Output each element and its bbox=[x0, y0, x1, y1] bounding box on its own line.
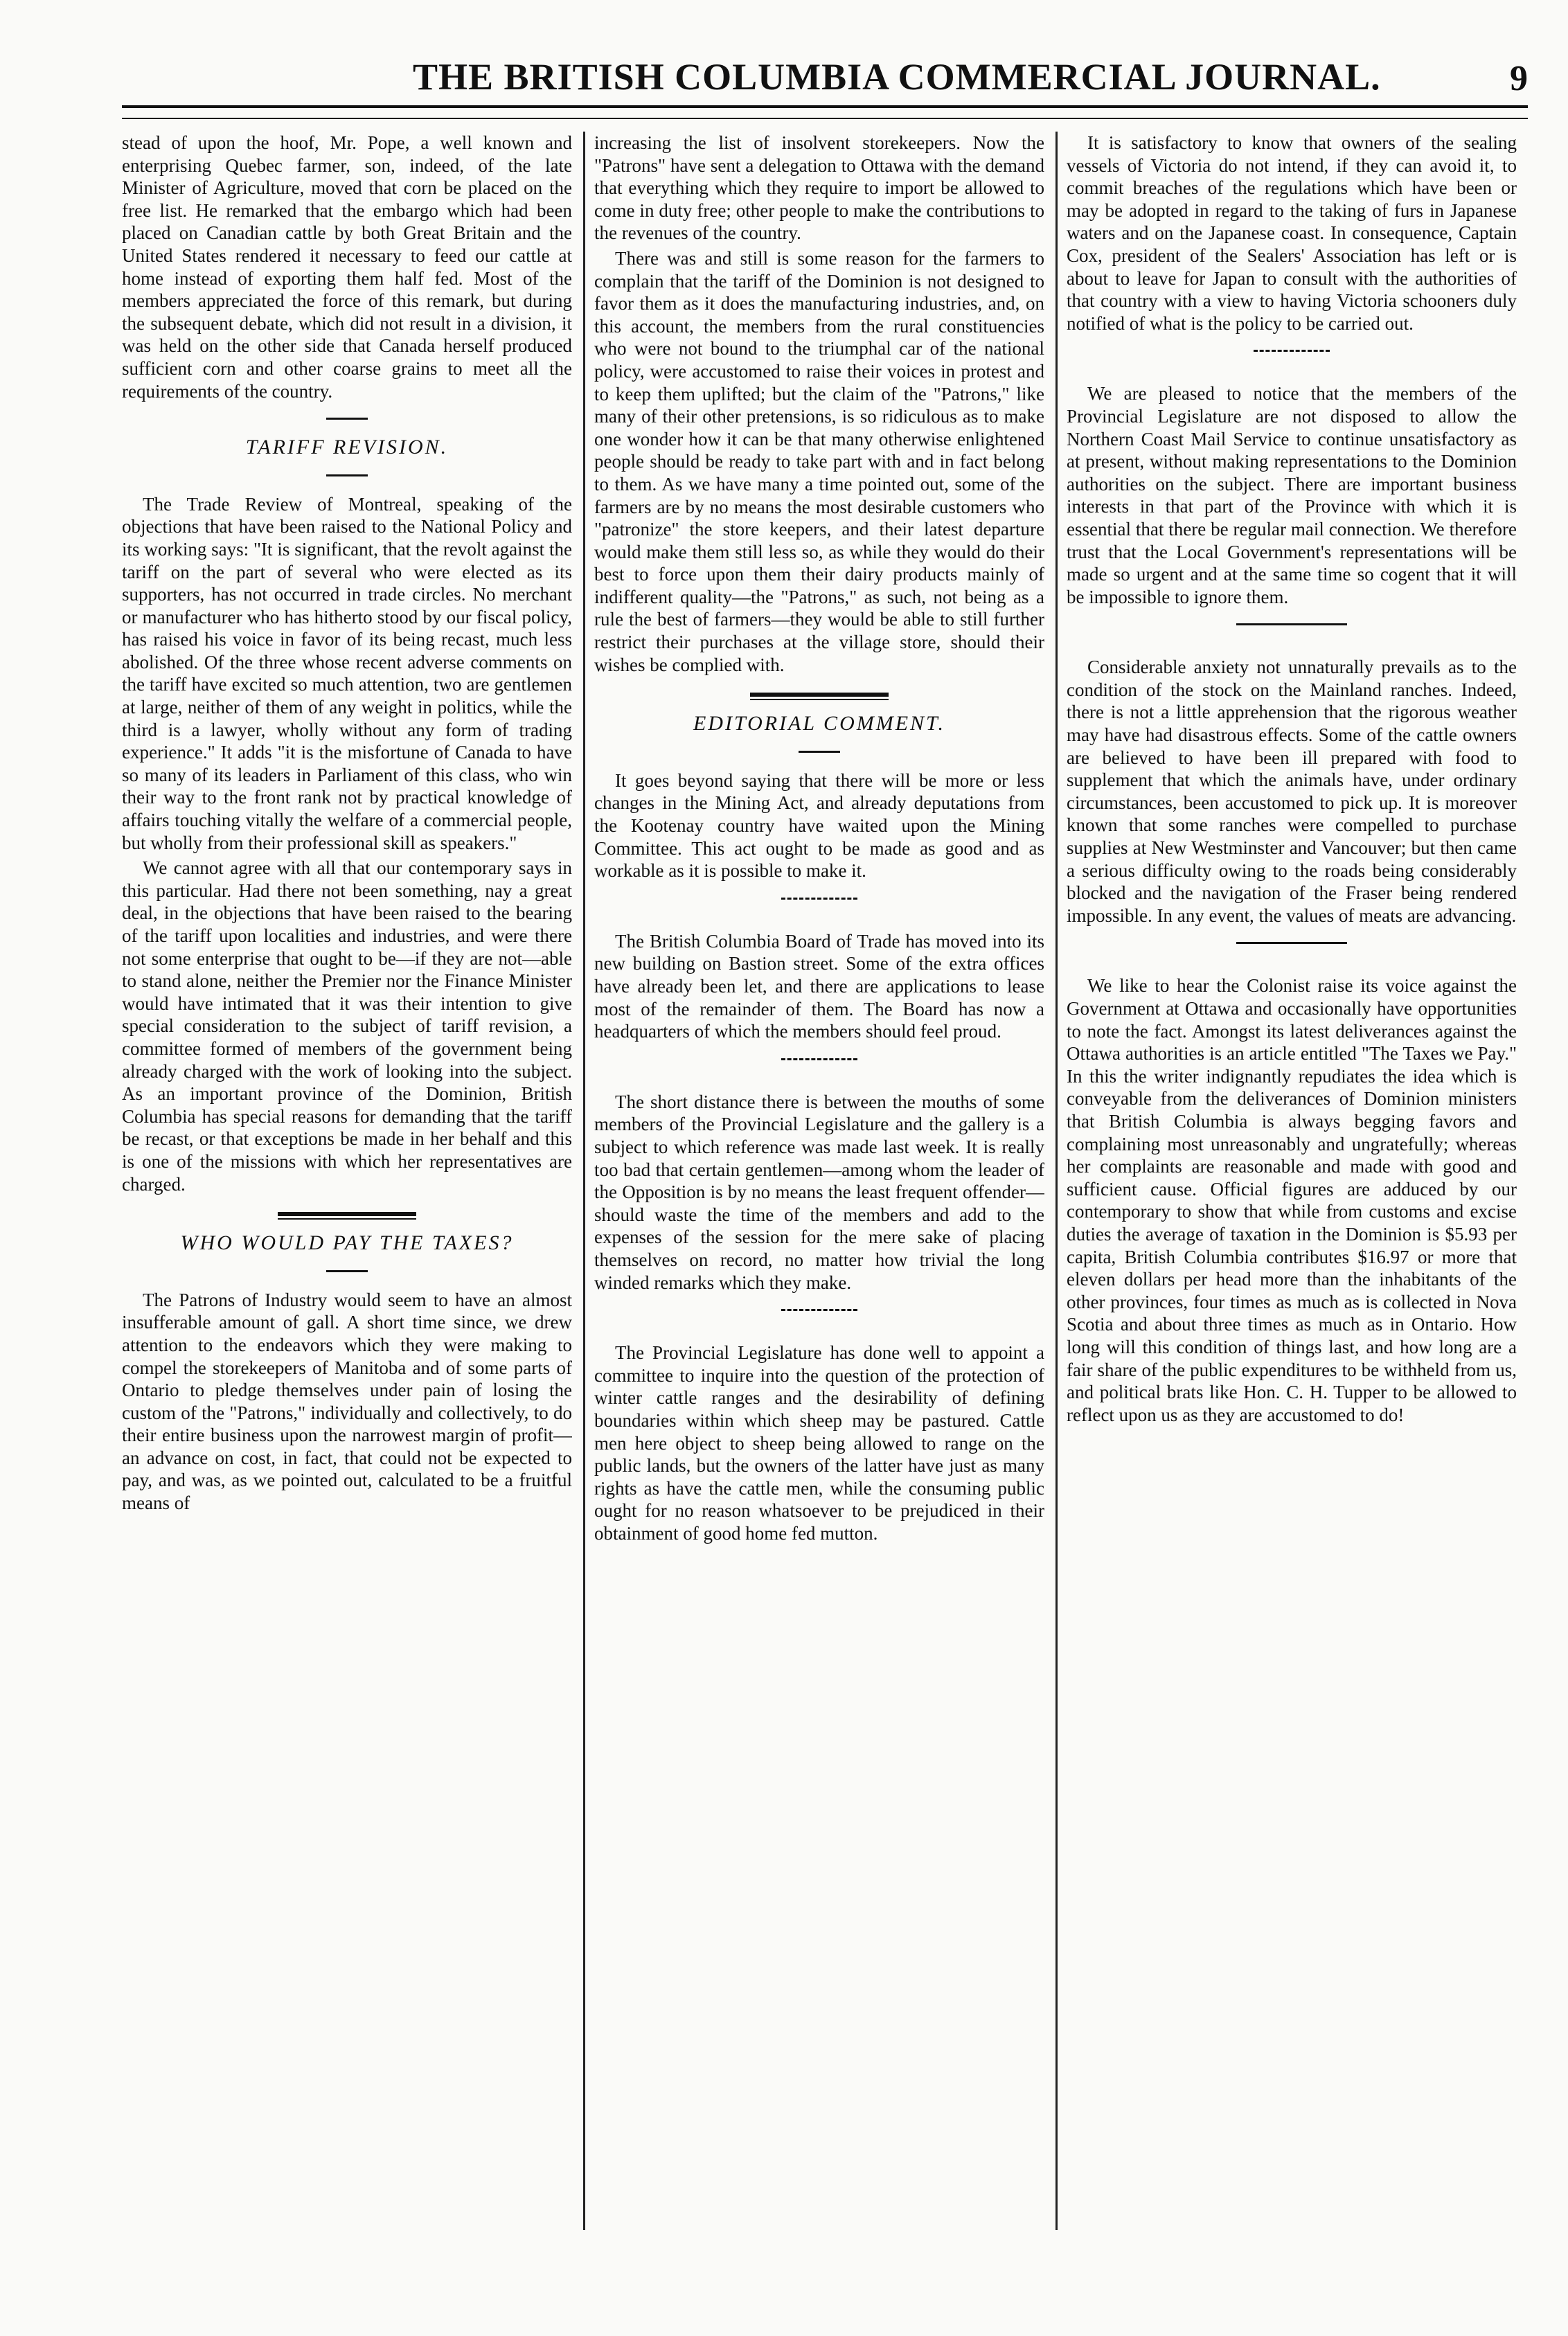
section-rule bbox=[326, 474, 368, 476]
editorial-item: It is satisfactory to know that owners of the sealing vessels of Victoria do not intend, if they can avoid it, to commit breaches of the regulations which have been or may be adopted in regard to the taking of furs in Japanese waters and on the Japanese coast. In consequence, Captain Cox, president of the Sealers' Association has left or is about to leave for Japan to consult with the authorities of that country with a view to having Victoria schooners duly notified of what is the policy to be carried out. bbox=[1067, 132, 1517, 334]
masthead-rule bbox=[122, 105, 1528, 119]
section-rule bbox=[326, 418, 368, 420]
section-rule bbox=[799, 751, 840, 753]
editorial-item: Considerable anxiety not unnaturally prevails as to the condition of the stock on the Mainland ranches. Indeed, there is not a little apprehension that the rigorous weather may have had disastrous effects. Some of the cattle owners are believed to have been ill prepared with food to supplement that which the animals have, under ordinary circumstances, been accustomed to pick up. It is moreover known that some ranches were compelled to purchase supplies at New Westminster and Vancouver; but then came a serious difficulty owing to the roads being considerably blocked and the navigation of the Fraser being rendered impossible. In any event, the values of meats are advancing. bbox=[1067, 657, 1517, 926]
heading-who-would-pay: WHO WOULD PAY THE TAXES? bbox=[180, 1231, 514, 1255]
item-separator bbox=[1236, 942, 1347, 944]
journal-title: THE BRITISH COLUMBIA COMMERCIAL JOURNAL. bbox=[413, 56, 1381, 98]
editorial-item: The short distance there is between the mouths of some members of the Provincial Legislature and the gallery is a subject to which reference was made last week. It is really too bad that certain gentlemen—among whom the leader of the Opposition is by no means the least frequent offender—should waste the time of the members and add to the expenses of the session for the mere sake of placing themselves on record, no matter how trivial the long winded remarks which they make. bbox=[594, 1091, 1044, 1293]
column-1 bbox=[122, 132, 572, 2285]
heading-editorial-comment: EDITORIAL COMMENT. bbox=[693, 712, 946, 735]
article-paragraph: There was and still is some reason for the farmers to complain that the tariff of the Dominion is not designed to favor them as it does the manufacturing industries, and, on this account, the members from the rural constituencies who were not bound to the triumphal car of the national policy, were accustomed to raise their voices in protest and to keep them uplifted; but the claim of the "Patrons," like many of their other pretensions, is so ridiculous as to make one wonder how it can be that many otherwise enlightened people should be ready to take part with and in fact belong to them. As we have many a time pointed out, some of the farmers are by no means the most desirable customers who "patronize" the store keepers, and their latest departure would make them still less so, as while they would do their best to force upon them their dairy products mainly of indifferent quality—the "Patrons," as such, not being as a rule the best of farmers—they would be able to still further restrict their purchases at the village store, should their wishes be complied with. bbox=[594, 247, 1044, 675]
article-paragraph: The Patrons of Industry would seem to have an almost insufferable amount of gall. A short time since, we drew attention to the endeavors which they were making to compel the storekeepers of Manitoba and of some parts of Ontario to pledge themselves under pain of losing the custom of the "Patrons," individually and collectively, to do their entire business upon the narrowest margin of profit—an advance on cost, in fact, that could not be expected to pay, and was, as we pointed out, calculated to be a fruitful means of bbox=[122, 1289, 572, 1514]
article-paragraph: stead of upon the hoof, Mr. Pope, a well known and enterprising Quebec farmer, son, indeed, of the late Minister of Agriculture, moved that corn be placed on the free list. He remarked that the embargo which had been placed on Canadian cattle by both Great Britain and the United States rendered it necessary to feed our cattle at home instead of exporting them half fed. Most of the members appreciated the force of this remark, but during the subsequent debate, which did not result in a division, it was held on the other side that Canada herself produced sufficient corn and other coarse grains to meet all the requirements of the country. bbox=[122, 132, 572, 402]
item-separator bbox=[781, 898, 857, 900]
section-rule bbox=[326, 1270, 368, 1272]
editorial-item: We are pleased to notice that the members of the Provincial Legislature are not disposed to allow the Northern Coast Mail Service to continue unsatisfactory as at present, without making representations to the Dominion authorities on the subject. There are important business interests in that part of the Province with which it is essential that there be regular mail connection. We therefore trust that the Local Government's representations will be made so urgent and at the same time so cogent that it will be impossible to ignore them. bbox=[1067, 383, 1517, 607]
column-divider bbox=[583, 132, 585, 2230]
article-columns bbox=[122, 132, 1528, 2285]
section-rule bbox=[750, 693, 889, 700]
masthead bbox=[122, 55, 1528, 104]
item-separator bbox=[1236, 623, 1347, 625]
item-separator bbox=[781, 1309, 857, 1311]
article-paragraph: We cannot agree with all that our contemporary says in this particular. Had there not been something, nay a great deal, in the objections that have been raised to the bearing of the tariff upon localities and industries, and were there not some enterprise that ought to be—if they are not—able to stand alone, neither the Premier nor the Finance Minister would have intimated that it was their intention to give special consideration to the subject of tariff revision, a committee formed of members of the government being already charged with the work of looking into the subject. As an important province of the Dominion, British Columbia has special reasons for demanding that the tariff be recast, or that exceptions be made in her behalf and this is one of the missions with which her representatives are charged. bbox=[122, 857, 572, 1195]
editorial-item: It goes beyond saying that there will be more or less changes in the Mining Act, and already deputations from the Kootenay country have waited upon the Mining Committee. This act ought to be made as good and as workable as it is possible to make it. bbox=[594, 769, 1044, 882]
item-separator bbox=[1254, 350, 1330, 352]
editorial-item: We like to hear the Colonist raise its voice against the Government at Ottawa and occasionally have opportunities to note the fact. Amongst its latest deliverances against the Ottawa authorities is an article entitled "The Taxes we Pay." In this the writer indignantly repudiates the idea which is conveyable from the deliverances of Dominion ministers that British Columbia is always begging favors and complaining most unreasonably and ungratefully; whereas her complaints are reasonable and made with good and sufficient cause. Official figures are adduced by our contemporary to show that while from customs and excise duties the average of taxation in the Dominion is $5.93 per capita, British Columbia contributes $16.97 or more that eleven dollars per head more than the inhabitants of the other provinces, four times as much as is collected in Nova Scotia and about three times as much as in Ontario. How long will this condition of things last, and how long are a fair share of the public expenditures to be withheld from us, and political brats like Hon. C. H. Tupper to be allowed to reflect upon us as they are accustomed to do! bbox=[1067, 975, 1517, 1425]
column-divider bbox=[1055, 132, 1058, 2230]
column-3 bbox=[1067, 132, 1517, 2285]
editorial-item: The British Columbia Board of Trade has moved into its new building on Bastion street. Some of the extra offices have already been let, and there are applications to lease most of the remainder of them. The Board has now a headquarters of which the members should feel proud. bbox=[594, 930, 1044, 1042]
editorial-item: The Provincial Legislature has done well to appoint a committee to inquire into the question of the protection of winter cattle ranges and the desirability of defining boundaries within which sheep may be pastured. Cattle men here object to sheep being allowed to range on the public lands, but the owners of the latter have just as many rights as have the cattle men, while the consuming public ought for no reason whatsoever to be prejudiced in their obtainment of good home fed mutton. bbox=[594, 1342, 1044, 1544]
section-rule bbox=[278, 1212, 416, 1220]
article-paragraph: The Trade Review of Montreal, speaking of the objections that have been raised to the National Policy and its working says: "It is significant, that the revolt against the tariff on the part of several who were elected as its supporters, has not occurred in trade circles. No merchant or manufacturer who has hitherto stood by our fiscal policy, has raised his voice in favor of its being recast, much less abolished. Of the three whose recent adverse comments on the tariff have excited so much attention, two are gentlemen at large, neither of them of any weight in politics, while the third is a lawyer, wholly without any form of trading experience." It adds "it is the misfortune of Canada to have so many of its leaders in Parliament of this class, who win their way to the front rank not by practical knowledge of affairs touching vitally the welfare of a commercial people, but wholly from their professional skill as speakers." bbox=[122, 493, 572, 853]
item-separator bbox=[781, 1058, 857, 1060]
page-number: 9 bbox=[1510, 59, 1528, 98]
article-paragraph: increasing the list of insolvent storekeepers. Now the "Patrons" have sent a delegation to Ottawa with the demand that everything which they require to import be allowed to come in duty free; other people to make the contributions to the revenues of the country. bbox=[594, 132, 1044, 244]
heading-tariff-revision: TARIFF REVISION. bbox=[245, 436, 449, 459]
column-2 bbox=[594, 132, 1044, 2285]
